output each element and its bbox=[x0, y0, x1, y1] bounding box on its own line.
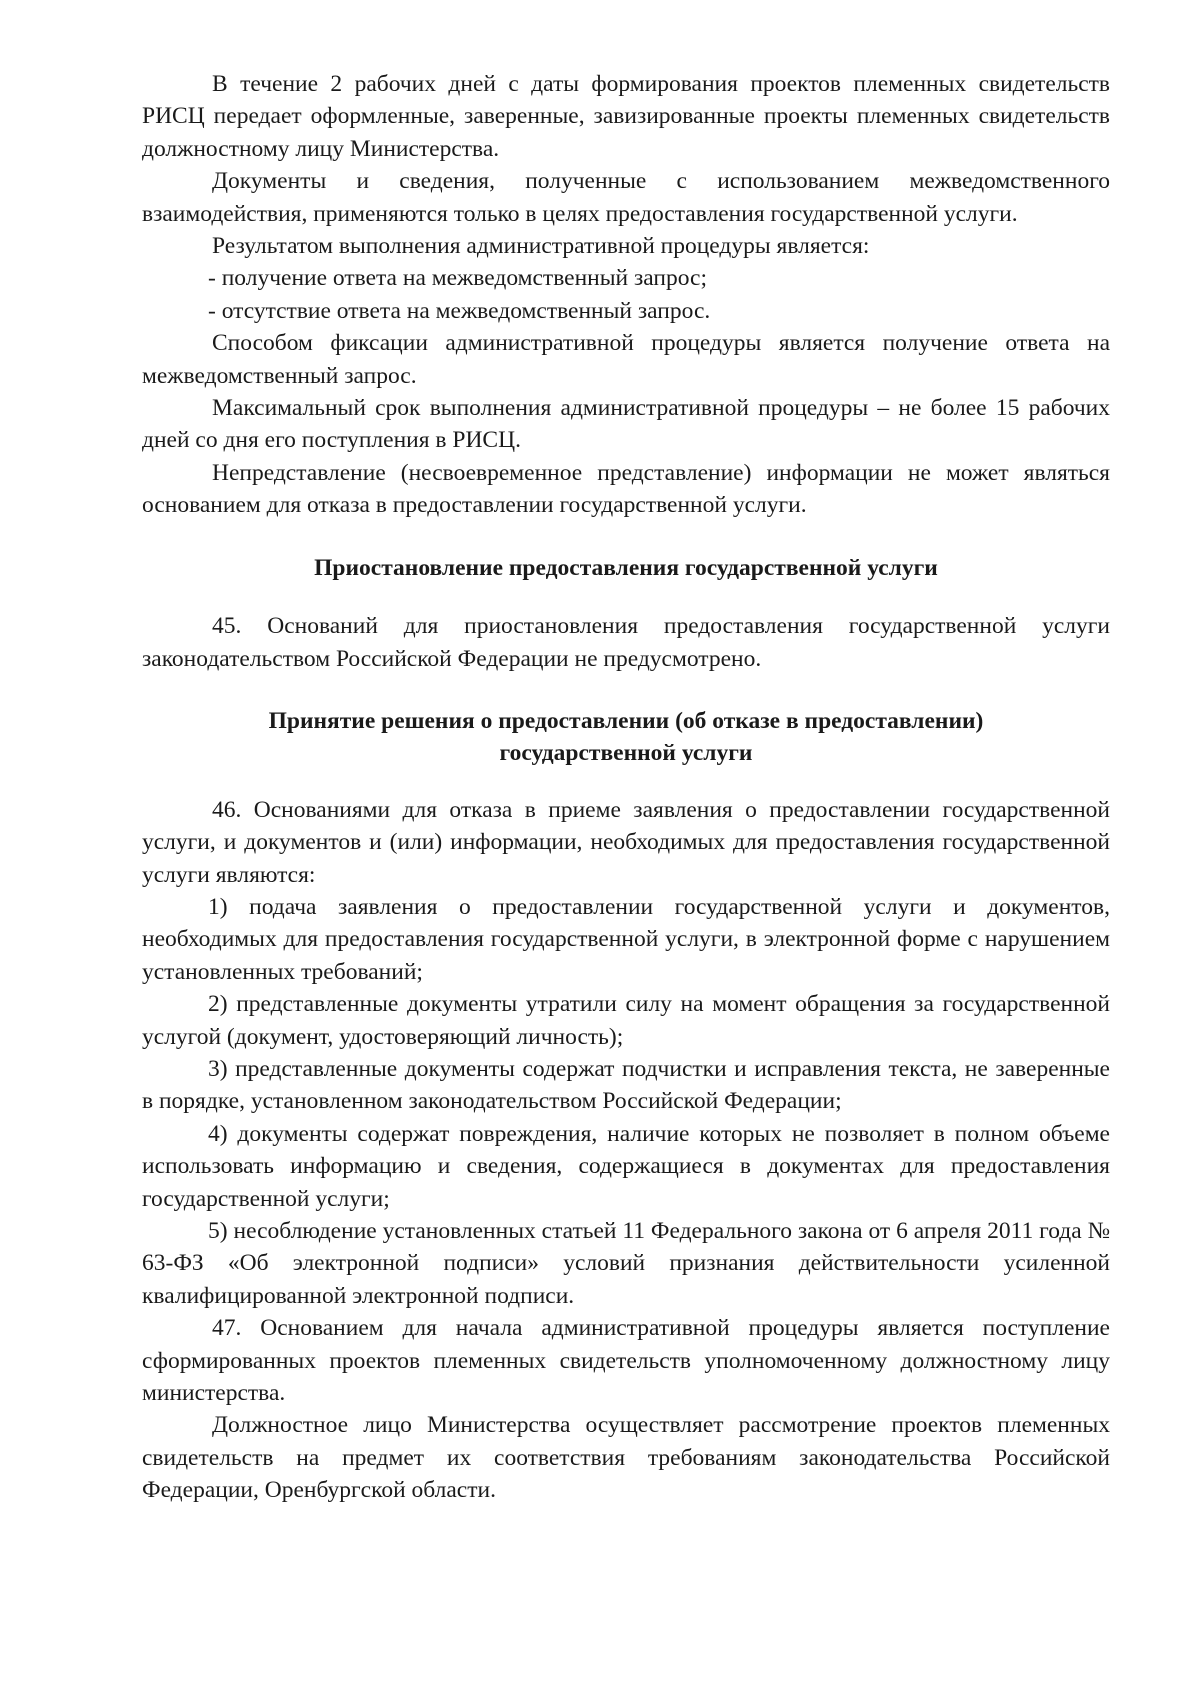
list-item-response-received: - получение ответа на межведомственный запрос; bbox=[208, 265, 707, 292]
paragraph-interagency-documents: Документы и сведения, полученные с использованием межведомственного взаимодействия, применяются только в целях предоставления государственной услуги. bbox=[142, 168, 1110, 227]
paragraph-risc-transfer: В течение 2 рабочих дней с даты формирования проектов племенных свидетельств РИСЦ передает оформленные, заверенные, завизированные проекты племенных свидетельств должностному лицу Министерства. bbox=[142, 71, 1110, 162]
ground-item-2: 2) представленные документы утратили силу на момент обращения за государственной услугой (документ, удостоверяющий личность); bbox=[142, 991, 1110, 1050]
paragraph-47: 47. Основанием для начала административной процедуры является поступление сформированных проектов племенных свидетельств уполномоченному должностному лицу министерства. bbox=[142, 1315, 1110, 1407]
ground-item-1: 1) подача заявления о предоставлении государственной услуги и документов, необходимых для предоставления государственной услуги, в электронной форме с нарушением установленных требований; bbox=[142, 893, 1110, 985]
ground-item-5: 5) несоблюдение установленных статьей 11 Федерального закона от 6 апреля 2011 года № 63-ФЗ «Об электронной подписи» условий признания действительности усиленной квалифицированной электронной подписи. bbox=[142, 1218, 1110, 1309]
paragraph-45: 45. Оснований для приостановления предоставления государственной услуги законодательством Российской Федерации не предусмотрено. bbox=[142, 613, 1110, 672]
paragraph-official-review: Должностное лицо Министерства осуществляет рассмотрение проектов племенных свидетельств на предмет их соответствия требованиям законодательства Российской Федерации, Оренбургской области. bbox=[142, 1412, 1110, 1504]
ground-item-3: 3) представленные документы содержат подчистки и исправления текста, не заверенные в порядке, установленном законодательством Российской Федерации; bbox=[142, 1055, 1110, 1115]
section-heading-decision-line2: государственной услуги bbox=[499, 740, 753, 767]
section-heading-decision-line1: Принятие решения о предоставлении (об отказе в предоставлении) bbox=[268, 707, 984, 734]
paragraph-fixation-method: Способом фиксации административной процедуры является получение ответа на межведомственный запрос. bbox=[142, 330, 1110, 389]
paragraph-max-term: Максимальный срок выполнения административной процедуры – не более 15 рабочих дней со дня его поступления в РИСЦ. bbox=[142, 395, 1110, 454]
section-heading-suspension: Приостановление предоставления государственной услуги bbox=[314, 554, 938, 581]
paragraph-46: 46. Основаниями для отказа в приеме заявления о предоставлении государственной услуги, и документов и (или) информации, необходимых для предоставления государственной услуги являются: bbox=[142, 796, 1110, 888]
document-page bbox=[142, 68, 1110, 1507]
list-item-response-absent: - отсутствие ответа на межведомственный запрос. bbox=[208, 297, 711, 324]
paragraph-result-intro: Результатом выполнения административной процедуры является: bbox=[212, 233, 870, 260]
ground-item-4: 4) документы содержат повреждения, наличие которых не позволяет в полном объеме использовать информацию и сведения, содержащиеся в документах для предоставления государственной услуги; bbox=[142, 1120, 1110, 1212]
paragraph-non-submission: Непредставление (несвоевременное представление) информации не может являться основанием для отказа в предоставлении государственной услуги. bbox=[142, 459, 1110, 519]
